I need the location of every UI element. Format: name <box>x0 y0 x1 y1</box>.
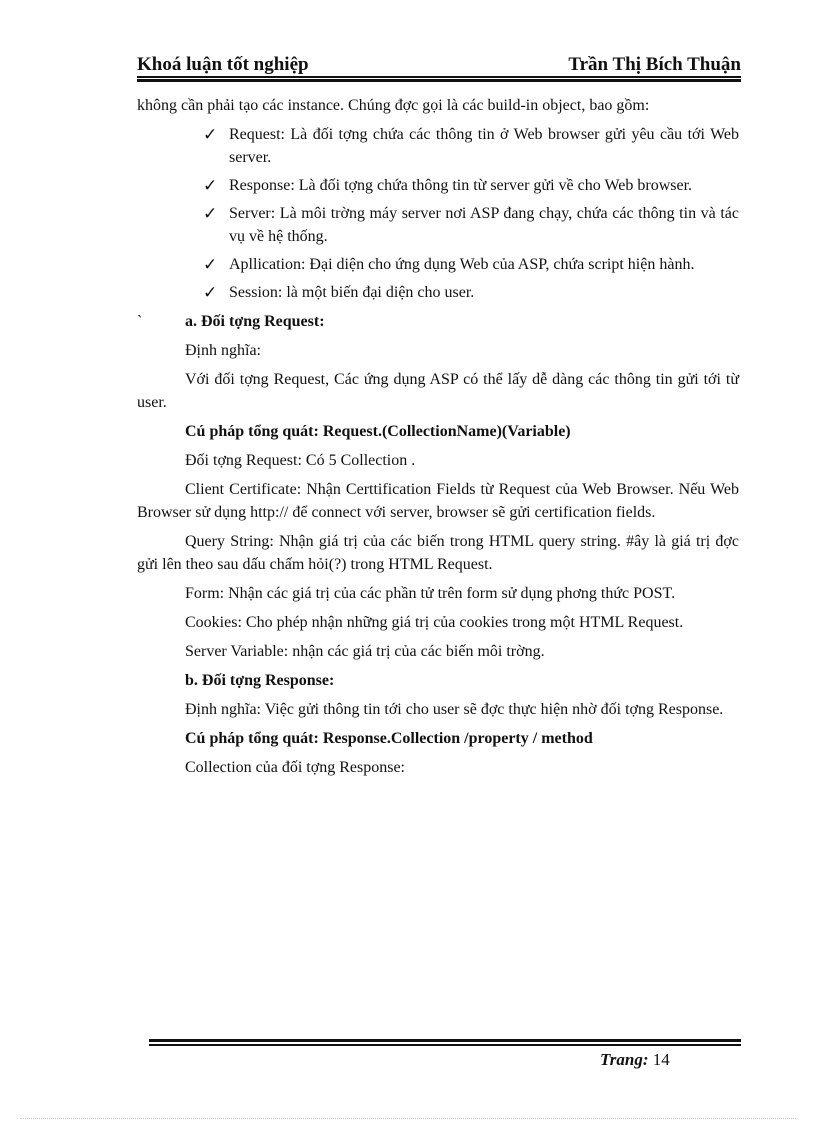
header-author-name: Trần Thị Bích Thuận <box>568 54 741 75</box>
response-syntax: Cú pháp tổng quát: Response.Collection /property / method <box>185 730 593 747</box>
request-syntax: Cú pháp tổng quát: Request.(CollectionName)(Variable) <box>185 423 571 440</box>
section-heading-request: ` a. Đối tợng Request: <box>137 310 739 333</box>
page-edge-divider <box>20 1118 796 1119</box>
check-mark-icon: ✓ <box>203 283 218 302</box>
header-thesis-title: Khoá luận tốt nghiệp <box>137 54 309 75</box>
page-body <box>137 94 739 785</box>
list-item: ✓ Apllication: Đại diện cho ứng dụng Web của ASP, chứa script hiện hành. <box>203 255 695 274</box>
page-header <box>137 52 741 76</box>
header-rule-thick <box>137 79 741 82</box>
client-certificate-paragraph: Client Certificate: Nhận Certtification Fields từ Request của Web Browser. Nếu Web Browser sử dụng http:// để connect với server, browser sẽ gửi certification fields. <box>137 481 739 521</box>
builtin-object-list <box>137 123 739 304</box>
check-mark-icon: ✓ <box>203 255 218 274</box>
page-footer <box>600 1050 670 1070</box>
query-string-paragraph: Query String: Nhận giá trị của các biến trong HTML query string. #ây là giá trị đợc gửi lên theo sau dấu chấm hỏi(?) trong HTML Request. <box>137 533 739 573</box>
list-item: ✓ Server: Là môi trờng máy server nơi ASP đang chạy, chứa các thông tin và tác vụ về hệ thống. <box>203 204 739 245</box>
stray-mark: ` <box>137 313 143 330</box>
page-number: 14 <box>652 1050 670 1069</box>
list-item: ✓ Response: Là đối tợng chứa thông tin từ server gửi về cho Web browser. <box>203 176 693 195</box>
footer-rule <box>149 1044 741 1046</box>
response-definition: Định nghĩa: Việc gửi thông tin tới cho user sẽ đợc thực hiện nhờ đối tợng Response. <box>185 701 724 718</box>
check-mark-icon: ✓ <box>203 176 218 195</box>
definition-label: Định nghĩa: <box>185 342 261 359</box>
check-mark-icon: ✓ <box>203 125 218 144</box>
request-collections: Đối tợng Request: Có 5 Collection . <box>185 452 416 469</box>
server-variable-paragraph: Server Variable: nhận các giá trị của các biến môi trờng. <box>185 643 545 660</box>
header-rule <box>137 76 741 78</box>
check-mark-icon: ✓ <box>203 204 218 223</box>
response-collection: Collection của đối tợng Response: <box>185 759 405 776</box>
intro-paragraph: không cần phải tạo các instance. Chúng đợc gọi là các build-in object, bao gồm: <box>137 97 650 114</box>
list-item: ✓ Request: Là đối tợng chứa các thông tin ở Web browser gửi yêu cầu tới Web server. <box>203 125 739 166</box>
page-label: Trang: <box>600 1050 649 1069</box>
request-definition: Với đối tợng Request, Các ứng dụng ASP có thể lấy dễ dàng các thông tin gửi tới từ user. <box>137 371 739 411</box>
list-item: ✓ Session: là một biến đại diện cho user. <box>203 283 475 302</box>
form-paragraph: Form: Nhận các giá trị của các phần tử trên form sử dụng phơng thức POST. <box>185 585 676 602</box>
cookies-paragraph: Cookies: Cho phép nhận những giá trị của cookies trong một HTML Request. <box>185 614 684 631</box>
footer-rule-thick <box>149 1039 741 1042</box>
section-heading-response: b. Đối tợng Response: <box>185 672 335 689</box>
